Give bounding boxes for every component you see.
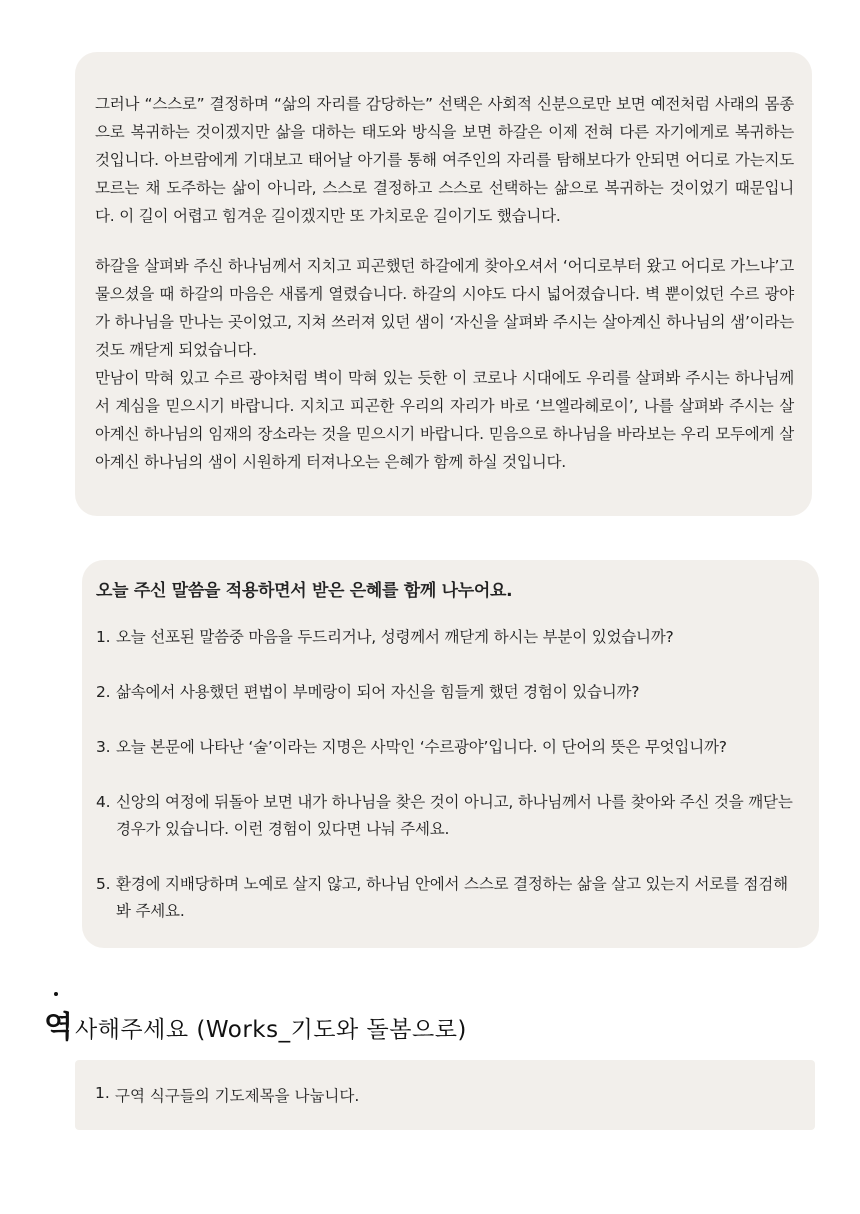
question-text: 오늘 본문에 나타난 ‘술’이라는 지명은 사막인 ‘수르광야’입니다. 이 단어의 뜻은 무엇입니까? (116, 738, 727, 756)
prayer-card (75, 1060, 815, 1130)
sermon-paragraph: 하갈을 살펴봐 주신 하나님께서 지치고 피곤했던 하갈에게 찾아오셔서 ‘어디로부터 왔고 어디로 가느냐’고 물으셨을 때 하갈의 마음은 새롭게 열렸습니다. 하갈의 시야도 다시 넓어졌습니다. 벽 뿐이었던 수르 광야가 하나님을 만나는 곳이었고, 지쳐 쓰러져 있던 샘이 ‘자신을 살펴봐 주시는 살아계신 하나님의 샘’이라는 것도 깨닫게 되었습니다. (95, 257, 794, 359)
question-number: 4. (96, 793, 111, 811)
question-text: 환경에 지배당하며 노예로 살지 않고, 하나님 안에서 스스로 결정하는 삶을 살고 있는지 서로를 점검해봐 주세요. (116, 875, 788, 920)
question-item (96, 871, 801, 925)
sermon-text-card (75, 52, 812, 516)
section-heading (44, 1002, 467, 1045)
sermon-paragraph: 그러나 “스스로” 결정하며 “삶의 자리를 감당하는” 선택은 사회적 신분으로만 보면 예전처럼 사래의 몸종으로 복귀하는 것이겠지만 삶을 대하는 태도와 방식을 보면 하갈은 이제 전혀 다른 자기에게로 복귀하는 것입니다. 아브람에게 기대보고 태어날 아기를 통해 여주인의 자리를 탐해보다가 안되면 어디로 가는지도 모르는 채 도주하는 삶이 아니라, 스스로 결정하고 스스로 선택하는 삶으로 복귀하는 것이었기 때문입니다. 이 길이 어렵고 힘겨운 길이겠지만 또 가치로운 길이기도 했습니다. (95, 95, 794, 225)
question-number: 3. (96, 738, 111, 756)
section-heading-text: 사해주세요 (Works_기도와 돌봄으로) (74, 1017, 467, 1043)
section-heading-initial (44, 1002, 73, 1046)
prayer-number: 1. (95, 1084, 110, 1102)
section-heading-first-char: 역 (44, 1010, 73, 1045)
question-text: 삶속에서 사용했던 편법이 부메랑이 되어 자신을 힘들게 했던 경험이 있습니까? (116, 683, 640, 701)
discussion-questions-card (82, 560, 819, 948)
question-number: 2. (96, 683, 111, 701)
question-item (96, 734, 801, 761)
questions-title: 오늘 주신 말씀을 적용하면서 받은 은혜를 함께 나누어요. (96, 581, 513, 601)
question-item (96, 789, 801, 843)
question-text: 신앙의 여정에 뒤돌아 보면 내가 하나님을 찾은 것이 아니고, 하나님께서 나를 찾아와 주신 것을 깨닫는 경우가 있습니다. 이런 경험이 있다면 나눠 주세요. (116, 793, 793, 838)
prayer-text: 구역 식구들의 기도제목을 나눕니다. (115, 1087, 360, 1105)
heading-dot-decoration (54, 992, 58, 996)
question-item (96, 679, 801, 706)
sermon-paragraph: 만남이 막혀 있고 수르 광야처럼 벽이 막혀 있는 듯한 이 코로나 시대에도 우리를 살펴봐 주시는 하나님께서 계심을 믿으시기 바랍니다. 지치고 피곤한 우리의 자리가 바로 ‘브엘라헤로이’, 나를 살펴봐 주시는 살아계신 하나님의 임재의 장소라는 것을 믿으시기 바랍니다. 믿음으로 하나님을 바라보는 우리 모두에게 살아계신 하나님의 샘이 시원하게 터져나오는 은혜가 함께 하실 것입니다. (95, 369, 794, 471)
question-number: 5. (96, 875, 111, 893)
prayer-item (95, 1084, 359, 1106)
question-item (96, 624, 801, 651)
question-text: 오늘 선포된 말씀중 마음을 두드리거나, 성령께서 깨닫게 하시는 부분이 있었습니까? (116, 628, 674, 646)
question-number: 1. (96, 628, 111, 646)
